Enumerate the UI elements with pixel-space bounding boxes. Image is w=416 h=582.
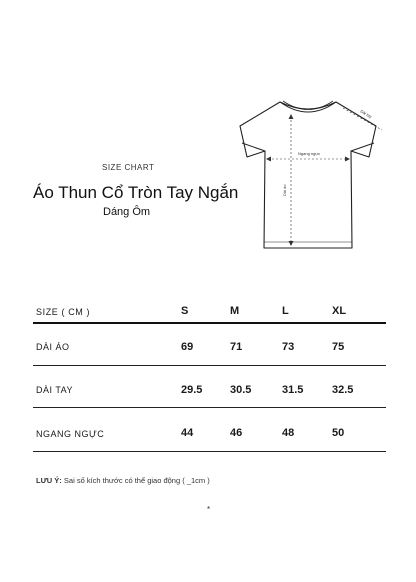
sleeve-label: Dài tay	[359, 108, 373, 120]
table-cell: 71	[230, 341, 243, 353]
table-cell: 73	[282, 341, 295, 353]
table-cell: 69	[181, 341, 194, 353]
product-title: Áo Thun Cổ Tròn Tay Ngắn	[33, 183, 239, 202]
table-cell: 75	[332, 341, 345, 353]
length-label: Dài áo	[282, 184, 287, 196]
table-cell: 44	[181, 427, 194, 439]
note-text: Sai số kích thước có thể giao động ( _1cm )	[61, 476, 210, 485]
note-prefix: LƯU Ý:	[36, 476, 62, 485]
size-chart-label: SIZE CHART	[102, 163, 155, 172]
fit-subtitle: Dáng Ôm	[103, 206, 151, 218]
row-label-length: DÀI ÁO	[36, 342, 70, 352]
footer-mark: *	[207, 505, 211, 514]
chest-label: Ngang ngực	[298, 151, 321, 156]
row-divider	[33, 365, 386, 366]
tshirt-diagram	[228, 96, 388, 256]
table-cell: 48	[282, 427, 295, 439]
header-divider	[33, 322, 386, 324]
table-header-label: SIZE ( CM )	[36, 307, 91, 317]
row-label-chest: NGANG NGỰC	[36, 429, 105, 439]
tolerance-note	[36, 476, 210, 485]
table-cell: 30.5	[230, 384, 252, 396]
row-divider	[33, 451, 386, 452]
size-m: M	[230, 305, 240, 317]
table-cell: 29.5	[181, 384, 203, 396]
row-label-sleeve: DÀI TAY	[36, 385, 74, 395]
size-l: L	[282, 305, 289, 317]
row-divider	[33, 407, 386, 408]
table-cell: 46	[230, 427, 243, 439]
table-cell: 50	[332, 427, 345, 439]
size-s: S	[181, 305, 189, 317]
tshirt-outline	[240, 102, 376, 248]
table-cell: 31.5	[282, 384, 304, 396]
size-xl: XL	[332, 305, 347, 317]
table-cell: 32.5	[332, 384, 354, 396]
